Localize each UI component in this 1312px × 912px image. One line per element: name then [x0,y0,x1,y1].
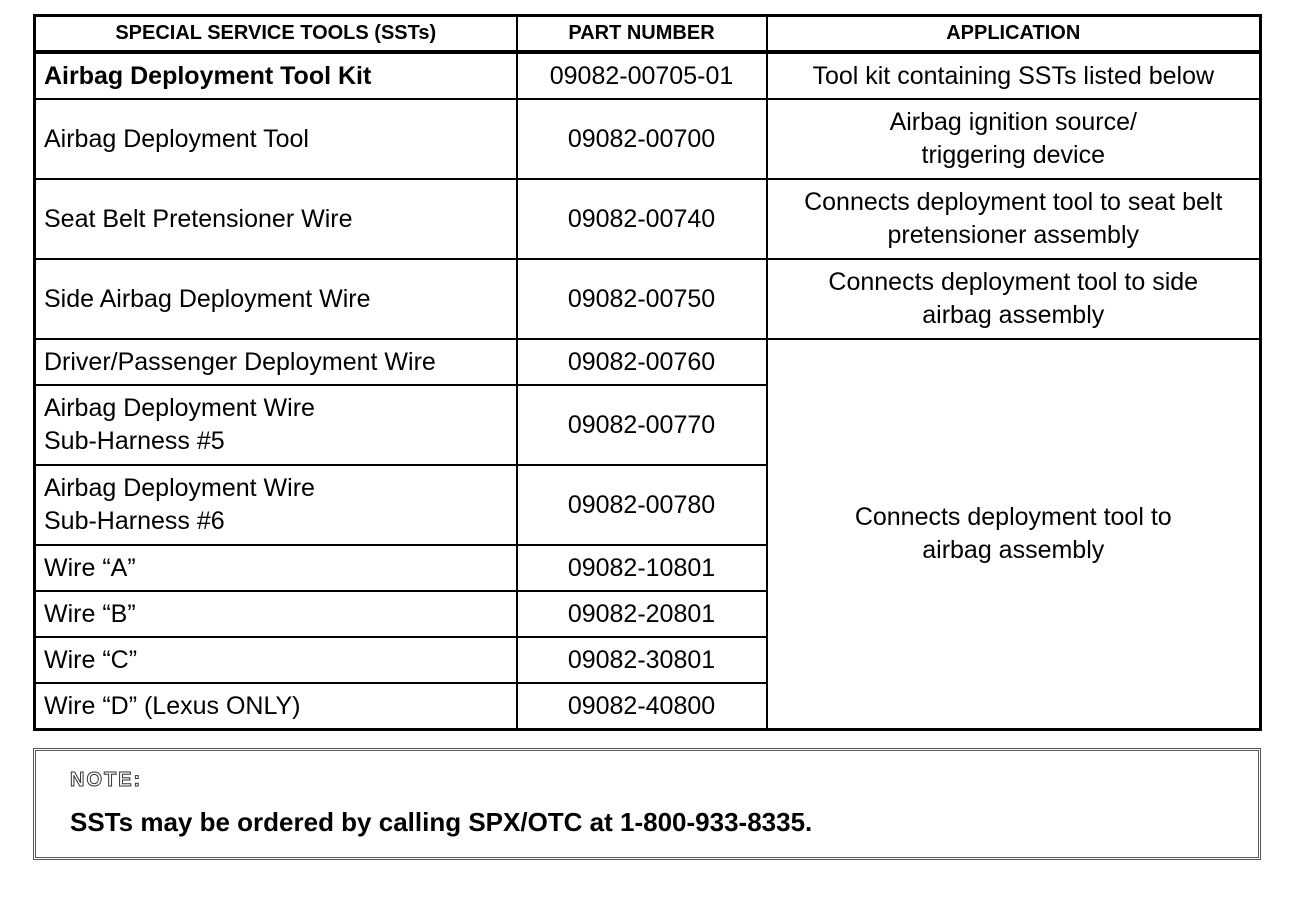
table-row [35,52,1261,99]
header-application: APPLICATION [767,16,1261,53]
part-number: 09082-00740 [517,179,767,259]
application: Connects deployment tool to side airbag assembly [767,259,1261,339]
note-box [33,748,1261,860]
part-number: 09082-20801 [517,591,767,637]
tool-name: Driver/Passenger Deployment Wire [35,339,517,385]
part-number: 09082-30801 [517,637,767,683]
table-row [35,99,1261,179]
tool-name: Airbag Deployment Wire Sub-Harness #5 [35,385,517,465]
tool-name: Airbag Deployment Tool [35,99,517,179]
part-number: 09082-00700 [517,99,767,179]
table-row [35,179,1261,259]
tool-name: Wire “C” [35,637,517,683]
tool-name: Seat Belt Pretensioner Wire [35,179,517,259]
header-part-number: PART NUMBER [517,16,767,53]
note-text: SSTs may be ordered by calling SPX/OTC at 1-800-933-8335. [70,807,813,837]
sst-table [33,14,1262,731]
tool-name: Wire “D” (Lexus ONLY) [35,683,517,730]
tool-name: Airbag Deployment Wire Sub-Harness #6 [35,465,517,545]
part-number: 09082-00770 [517,385,767,465]
application: Airbag ignition source/ triggering device [767,99,1261,179]
note-label: NOTE: [70,769,143,791]
part-number: 09082-10801 [517,545,767,591]
header-tool: SPECIAL SERVICE TOOLS (SSTs) [35,16,517,53]
part-number: 09082-00705-01 [517,52,767,99]
header-row [35,16,1261,53]
tool-name: Airbag Deployment Tool Kit [35,52,517,99]
table-row [35,259,1261,339]
part-number: 09082-00760 [517,339,767,385]
merged-application: Connects deployment tool to airbag assembly [767,339,1261,730]
tool-name: Wire “A” [35,545,517,591]
part-number: 09082-40800 [517,683,767,730]
part-number: 09082-00750 [517,259,767,339]
tool-name: Side Airbag Deployment Wire [35,259,517,339]
table-row [35,339,1261,385]
tool-name: Wire “B” [35,591,517,637]
application: Tool kit containing SSTs listed below [767,52,1261,99]
application: Connects deployment tool to seat belt pretensioner assembly [767,179,1261,259]
part-number: 09082-00780 [517,465,767,545]
